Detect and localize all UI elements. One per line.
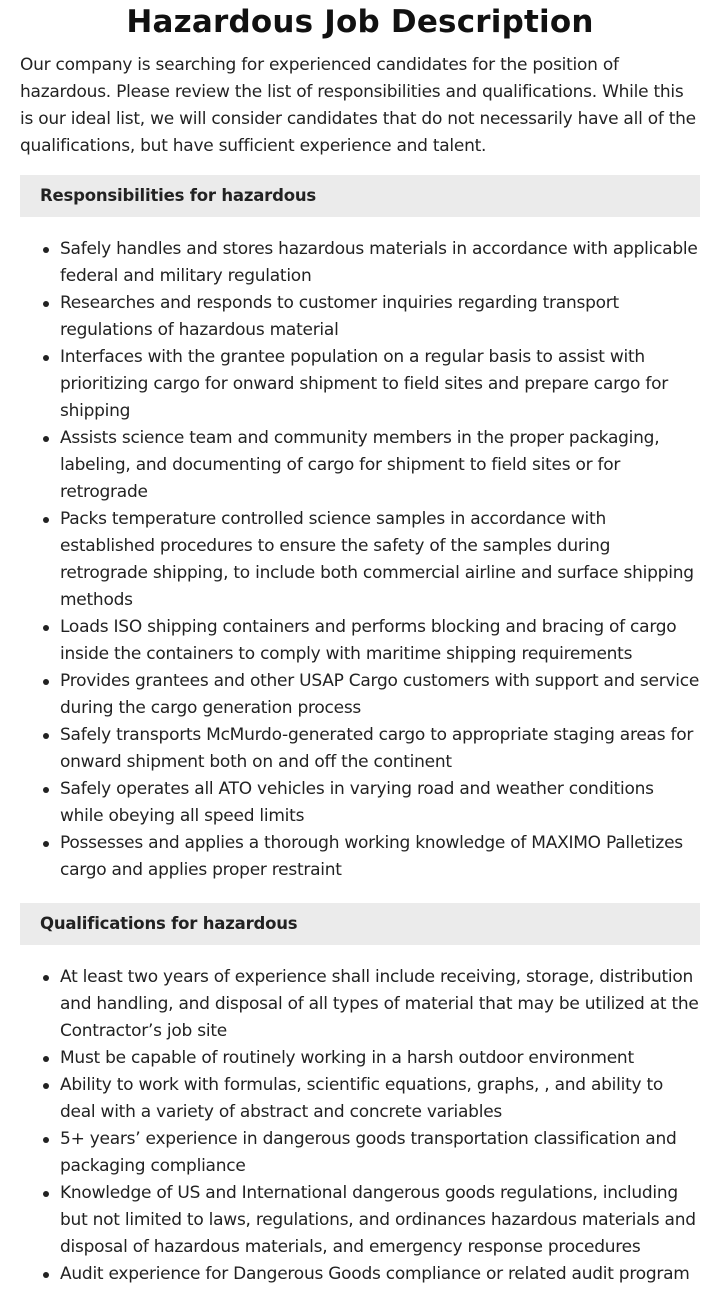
list-item: Knowledge of US and International dangerous goods regulations, including but not limited to laws, regulations, and ordinances hazardous materials and disposal of hazardous materials, and emergency response procedures: [60, 1180, 700, 1261]
responsibilities-list: [20, 236, 700, 884]
list-item: Loads ISO shipping containers and performs blocking and bracing of cargo inside the containers to comply with maritime shipping requirements: [60, 614, 700, 668]
list-item: Assists science team and community members in the proper packaging, labeling, and documenting of cargo for shipment to field sites or for retrograde: [60, 425, 700, 506]
list-item: Ability to work with formulas, scientific equations, graphs, , and ability to deal with a variety of abstract and concrete variables: [60, 1072, 700, 1126]
responsibilities-heading: Responsibilities for hazardous: [20, 175, 700, 217]
list-item: 5+ years’ experience in dangerous goods transportation classification and packaging compliance: [60, 1126, 700, 1180]
list-item: Possesses and applies a thorough working knowledge of MAXIMO Palletizes cargo and applies proper restraint: [60, 830, 700, 884]
list-item: Safely handles and stores hazardous materials in accordance with applicable federal and military regulation: [60, 236, 700, 290]
intro-paragraph: Our company is searching for experienced candidates for the position of hazardous. Please review the list of responsibilities and qualifications. While this is our ideal list, we will consider candidates that do not necessarily have all of the qualifications, but have sufficient experience and talent.: [20, 55, 696, 156]
qualifications-heading: Qualifications for hazardous: [20, 903, 700, 945]
list-item: Packs temperature controlled science samples in accordance with established procedures to ensure the safety of the samples during retrograde shipping, to include both commercial airline and surface shipping methods: [60, 506, 700, 614]
list-item: At least two years of experience shall include receiving, storage, distribution and handling, and disposal of all types of material that may be utilized at the Contractor’s job site: [60, 964, 700, 1045]
list-item: Audit experience for Dangerous Goods compliance or related audit program: [60, 1261, 700, 1288]
list-item: Interfaces with the grantee population on a regular basis to assist with prioritizing cargo for onward shipment to field sites and prepare cargo for shipping: [60, 344, 700, 425]
list-item: Provides grantees and other USAP Cargo customers with support and service during the cargo generation process: [60, 668, 700, 722]
list-item: Safely transports McMurdo-generated cargo to appropriate staging areas for onward shipment both on and off the continent: [60, 722, 700, 776]
list-item: Researches and responds to customer inquiries regarding transport regulations of hazardous material: [60, 290, 700, 344]
list-item: Must be capable of routinely working in a harsh outdoor environment: [60, 1045, 700, 1072]
page-title: Hazardous Job Description: [126, 4, 594, 40]
list-item: Safely operates all ATO vehicles in varying road and weather conditions while obeying all speed limits: [60, 776, 700, 830]
qualifications-list: [20, 964, 700, 1288]
